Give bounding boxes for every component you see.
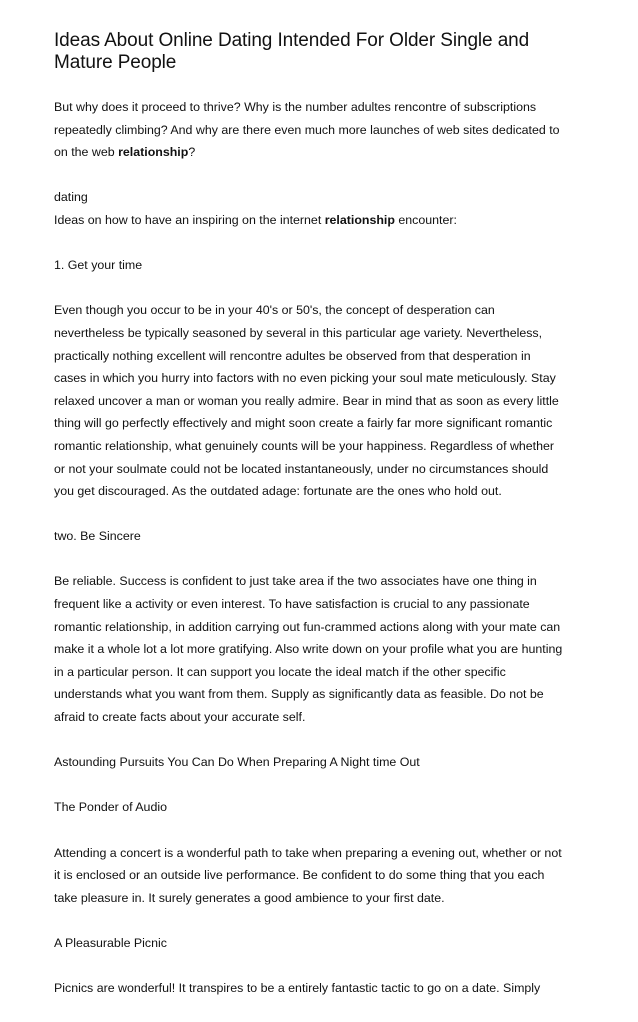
body-paragraph-4 [54,977,588,1000]
text-line: Attending a concert is a wonderful path to take when preparing a evening out, whether or not [54,845,562,860]
text-run: ? [188,145,196,160]
text-line: Be reliable. Success is confident to just take area if the two associates have one thing in [54,574,537,589]
section-heading [54,525,588,548]
dating-paragraph [54,186,588,231]
document-page [54,30,588,1022]
section-heading [54,796,588,819]
body-paragraph-3 [54,842,588,910]
text-line [54,209,588,232]
document-title [54,30,588,74]
bold-keyword: relationship [118,145,189,160]
body-paragraph-2 [54,570,588,728]
text-run: Ideas on how to have an inspiring on the internet [54,212,325,227]
text-line: cases in which you hurry into factors with no even picking your soul mate meticulously. Stay [54,371,556,386]
text-line: nevertheless be typically seasoned by several in this particular age variety. Nevertheless, [54,325,543,340]
text-line: frequent like a activity or even interest. To have satisfaction is crucial to any passionate [54,597,530,612]
section-heading [54,254,588,277]
text-line: understands what you want from them. Supply as significantly data as feasible. Do not be [54,687,544,702]
text-line: make it a whole lot a lot more gratifying. Also write down on your profile what you are hunting [54,642,563,657]
heading-text: The Ponder of Audio [54,800,167,815]
text-line: it is enclosed or an outside live performance. Be confident to do some thing that you each [54,868,545,883]
text-run: encounter: [394,212,457,227]
text-line: take pleasure in. It surely generates a good ambience to your first date. [54,890,445,905]
text-line [54,141,588,164]
intro-paragraph [54,96,588,164]
text-line: romantic relationship, what genuinely counts will be your happiness. Regardless of whether [54,438,555,453]
bold-keyword: relationship [324,212,395,227]
body-paragraph-1 [54,299,588,502]
section-heading [54,751,588,774]
text-line: you get discouraged. As the outdated adage: fortunate are the ones who hold out. [54,484,502,499]
text-line: Even though you occur to be in your 40's or 50's, the concept of desperation can [54,303,495,318]
section-heading [54,932,588,955]
heading-text: 1. Get your time [54,258,143,273]
text-run: on the web [54,145,119,160]
title-line: Ideas About Online Dating Intended For Older Single and [54,30,530,51]
heading-text: A Pleasurable Picnic [54,935,167,950]
title-line: Mature People [54,52,177,73]
text-line: romantic relationship, in addition carrying out fun-crammed actions along with your mate can [54,619,561,634]
text-line: in a particular person. It can support you locate the ideal match if the other specific [54,664,506,679]
heading-text: Astounding Pursuits You Can Do When Preparing A Night time Out [54,755,420,770]
text-line: relaxed uncover a man or woman you really admire. Bear in mind that as soon as every little [54,393,559,408]
text-line: or not your soulmate could not be located instantaneously, under no circumstances should [54,461,549,476]
text-line: dating [54,190,88,205]
heading-text: two. Be Sincere [54,529,141,544]
text-line: But why does it proceed to thrive? Why is the number adultes rencontre of subscriptions [54,100,537,114]
text-line: Picnics are wonderful! It transpires to be a entirely fantastic tactic to go on a date. Simply [54,981,541,996]
text-line: afraid to create facts about your accurate self. [54,710,306,725]
text-line: thing will go perfectly effectively and might soon create a fairly far more significant romantic [54,416,553,431]
text-line: repeatedly climbing? And why are there even much more launches of web sites dedicated to [54,122,560,137]
text-line: practically nothing excellent will rencontre adultes be observed from that desperation in [54,348,531,363]
